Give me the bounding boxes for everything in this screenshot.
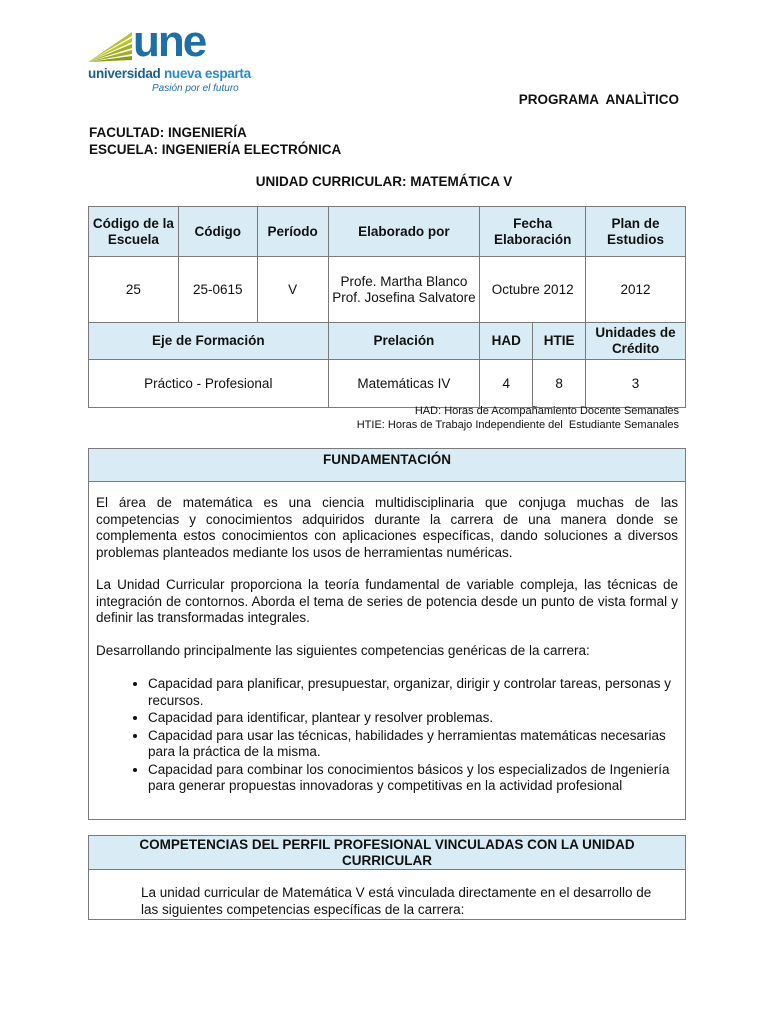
table-header-row-1 [89, 207, 686, 257]
facultad-line: FACULTAD: INGENIERÍA [89, 125, 247, 140]
list-item: • Capacidad para identificar, plantear y resolver problemas. [148, 710, 678, 727]
competencias-text: La unidad curricular de Matemática V está vinculada directamente en el desarrollo de las siguientes competencias específicas de la carrera: [141, 885, 652, 917]
competencias-title: COMPETENCIAS DEL PERFIL PROFESIONAL VINCULADAS CON LA UNIDAD CURRICULAR [89, 836, 685, 870]
list-item: • Capacidad para usar las técnicas, habilidades y herramientas matemáticas necesarias para la práctica de la misma. [148, 728, 678, 761]
header-periodo: Período [257, 207, 328, 257]
list-item: • Capacidad para planificar, presupuestar, organizar, dirigir y controlar tareas, personas y recursos. [148, 676, 678, 709]
table-row [89, 360, 686, 408]
logo-wordmark: une [133, 17, 206, 66]
header-codigo: Código [178, 207, 257, 257]
cell-prelacion: Matemáticas IV [328, 360, 480, 408]
fundamentacion-paragraph-3: Desarrollando principalmente las siguientes competencias genéricas de la carrera: [96, 642, 590, 658]
header-fecha: Fecha Elaboración [480, 207, 586, 257]
list-item: • Capacidad para combinar los conocimientos básicos y los especializados de Ingeniería para generar propuestas innovadoras y competitivas en la actividad profesional [148, 762, 678, 795]
fundamentacion-paragraph-2: La Unidad Curricular proporciona la teoría fundamental de variable compleja, las técnicas de integración de contornos. Aborda el tema de series de potencia desde un punto de vista formal y definir las transformadas integrales. [96, 577, 678, 625]
header-codigo-escuela: Código de la Escuela [89, 207, 179, 257]
competencias-genericas-list [96, 676, 678, 795]
header-had: HAD [480, 323, 533, 360]
cell-periodo: V [257, 257, 328, 323]
fundamentacion-body [89, 482, 685, 795]
escuela-line: ESCUELA: INGENIERÍA ELECTRÓNICA [89, 142, 342, 157]
logo-university-name: universidad nueva esparta [88, 66, 251, 81]
cell-unidades: 3 [586, 360, 686, 408]
university-logo [88, 17, 251, 98]
doc-title: PROGRAMA ANALÌTICO [518, 92, 679, 107]
cell-htie: 8 [533, 360, 586, 408]
header-plan: Plan de Estudios [586, 207, 686, 257]
header-elaborado: Elaborado por [328, 207, 480, 257]
fundamentacion-title: FUNDAMENTACIÓN [89, 449, 685, 482]
table-header-row-2 [89, 323, 686, 360]
cell-plan: 2012 [586, 257, 686, 323]
logo-stripes-icon [88, 28, 136, 62]
cell-had: 4 [480, 360, 533, 408]
header-eje: Eje de Formación [89, 323, 329, 360]
header-htie: HTIE [533, 323, 586, 360]
cell-fecha: Octubre 2012 [480, 257, 586, 323]
competencias-section [88, 835, 686, 920]
legend-htie: HTIE: Horas de Trabajo Independiente del Estudiante Semanales [356, 419, 679, 431]
table-row [89, 257, 686, 323]
cell-elaborado: Profe. Martha Blanco Prof. Josefina Salvatore [328, 257, 480, 323]
header-unidades: Unidades de Crédito [586, 323, 686, 360]
fundamentacion-section [88, 448, 686, 820]
cell-eje: Práctico - Profesional [89, 360, 329, 408]
logo-tagline: Pasión por el futuro [152, 83, 239, 94]
fundamentacion-paragraph-1: El área de matemática es una ciencia multidisciplinaria que conjuga muchas de las competencias y conocimientos adquiridos durante la carrera de una manera donde se complementa estos conocimientos con aplicaciones específicas, dando soluciones a diversos problemas planteados mediante los usos de herramientas numéricas. [96, 495, 678, 560]
course-info-table [88, 206, 686, 408]
unidad-curricular-line: UNIDAD CURRICULAR: MATEMÁTICA V [255, 174, 513, 189]
cell-codigo: 25-0615 [178, 257, 257, 323]
cell-codigo-escuela: 25 [89, 257, 179, 323]
legend-had: HAD: Horas de Acompañamiento Docente Semanales [414, 405, 679, 417]
header-prelacion: Prelación [328, 323, 480, 360]
